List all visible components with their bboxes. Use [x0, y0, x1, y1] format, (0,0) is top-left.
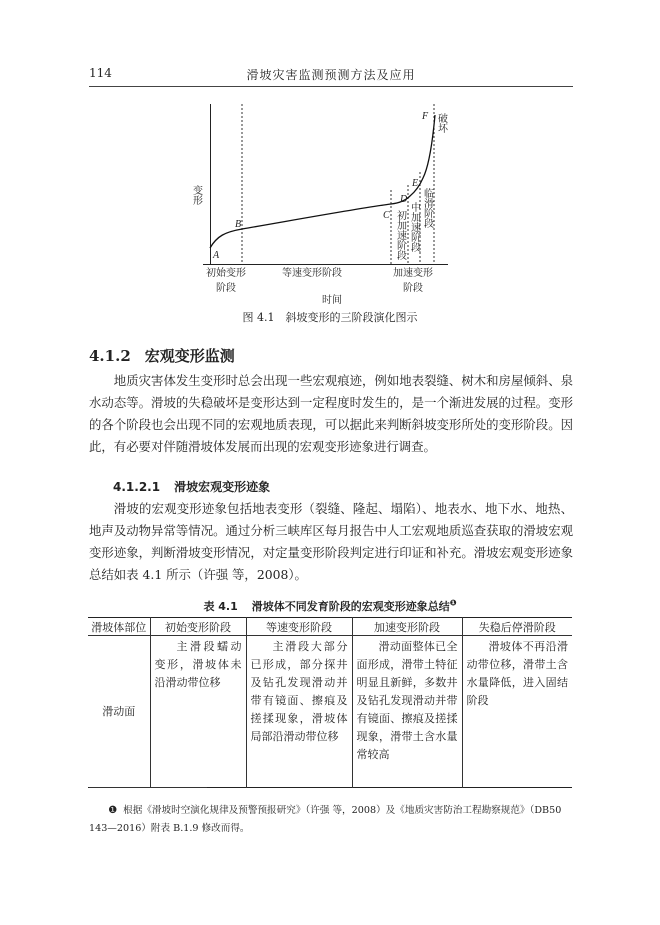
paragraph-2: 滑坡的宏观变形迹象包括地表变形（裂缝、隆起、塌陷）、地表水、地下水、地热、地声及动物异常等情况。通过分析三峡库区每月报告中人工宏观地质巡查获取的滑坡宏观变形迹象，判断滑坡变形情况，对定量变形阶段判定进行印证和补充。滑坡宏观变形迹象总结如表 4.1 所示（许强 等，2008）。 [89, 501, 573, 582]
footnote [89, 802, 573, 838]
table-header-row [88, 618, 572, 636]
section-heading [89, 345, 235, 366]
footnote-ref: ❶ [449, 598, 457, 608]
point-d-label: D [400, 194, 408, 205]
cell-accel: 滑动面整体已全面形成，滑带土特征明显且新鲜，多数井及钻孔发现滑动并带有镜面、擦痕及搓揉现象，滑带土含水量常较高 [352, 636, 462, 788]
paragraph-1: 地质灾害体发生变形时总会出现一些宏观痕迹，例如地表裂缝、树木和房屋倾斜、泉水动态等。滑坡的失稳破坏是变形达到一定程度时发生的，是一个渐进发展的过程。变形的各个阶段也会出现不同的宏观地质表现，可以据此来判断斜坡变形所处的变形阶段。因此，有必要对伴随滑坡体发展而出现的宏观变形迹象进行调查。 [89, 373, 573, 454]
phase-initial-label: 初始变形 [206, 268, 246, 279]
header-constant: 等速变形阶段 [246, 618, 352, 636]
creep-curve-figure [0, 0, 660, 320]
header-part: 滑坡体部位 [88, 618, 150, 636]
footnote-text: 根据《滑坡时空演化规律及预警预报研究》（许强 等，2008）及《地质灾害防治工程勘察规范》（DB50 143—2016）附表 B.1.9 修改而得。 [89, 805, 562, 834]
header-post: 失稳后停滑阶段 [462, 618, 572, 636]
point-a-label: A [213, 250, 220, 261]
subsection-title: 滑坡宏观变形迹象 [174, 480, 271, 494]
page-number: 114 [89, 66, 112, 80]
point-c-label: C [383, 210, 390, 221]
section-number: 4.1.2 [89, 347, 131, 365]
figure-caption: 图 4.1 斜坡变形的三阶段演化图示 [242, 311, 418, 324]
point-e-label: E [412, 178, 419, 189]
footnote-rule [89, 787, 207, 788]
phase-constant-label: 等速变形阶段 [282, 268, 342, 279]
phase-accel-label: 加速变形 [393, 268, 433, 279]
phase-accel-label-2: 阶段 [403, 283, 423, 294]
table-caption-title: 滑坡体不同发育阶段的宏观变形迹象总结 [251, 600, 450, 613]
table-caption [0, 598, 660, 614]
failure-label: 破坏 [435, 113, 447, 133]
point-f-label: F [422, 111, 429, 122]
section-title: 宏观变形监测 [144, 347, 235, 365]
footnote-mark: ❶ [108, 805, 118, 816]
subsection-heading [113, 478, 270, 495]
header-accel: 加速变形阶段 [352, 618, 462, 636]
table-caption-number: 表 4.1 [203, 600, 238, 613]
cell-part: 滑动面 [88, 636, 150, 788]
table-4-1 [88, 617, 572, 788]
phase-initial-label-2: 阶段 [216, 283, 236, 294]
cell-post: 滑坡体不再沿滑动带位移，滑带土含水量降低，进入固结阶段 [462, 636, 572, 788]
x-axis-label: 时间 [322, 295, 342, 306]
cell-constant: 主滑段大部分已形成，部分探井及钻孔发现滑动并带有镜面、擦痕及搓揉现象，滑坡体局部沿滑动带位移 [246, 636, 352, 788]
imminent-slide-label: 临滑阶段 [421, 188, 433, 228]
table-row [88, 636, 572, 788]
cell-initial: 主滑段蠕动变形，滑坡体未沿滑动带位移 [150, 636, 246, 788]
initial-acceleration-label: 初加速阶段 [394, 210, 406, 260]
medium-acceleration-label: 中加速阶段 [408, 202, 420, 252]
subsection-number: 4.1.2.1 [113, 480, 161, 494]
running-title: 滑坡灾害监测预测方法及应用 [246, 68, 416, 82]
header-initial: 初始变形阶段 [150, 618, 246, 636]
point-b-label: B [235, 219, 242, 230]
y-axis-label: 变形 [190, 185, 202, 205]
